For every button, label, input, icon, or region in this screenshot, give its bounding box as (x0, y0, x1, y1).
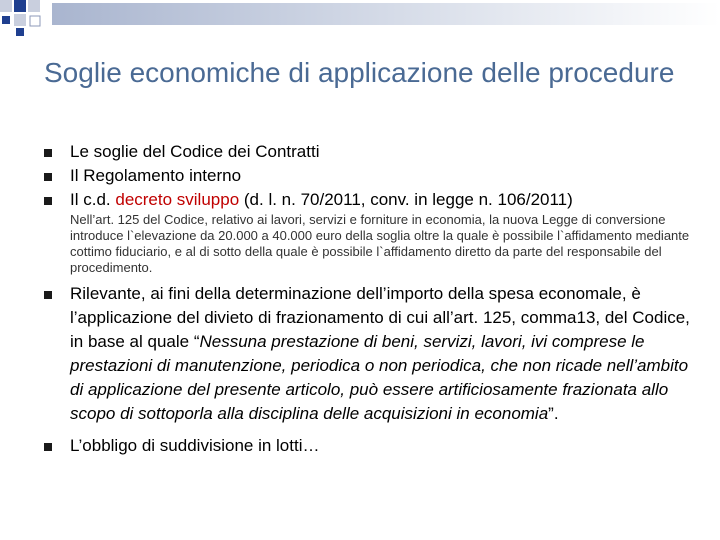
bullet-text: L’obbligo di suddivisione in lotti… (70, 436, 320, 455)
bullet-tail: ”. (548, 404, 559, 423)
square-bullet-icon (44, 149, 52, 157)
bullet-item (44, 188, 694, 212)
sub-note-text: Nell’art. 125 del Codice, relativo ai lavori, servizi e forniture in economia, la nuova Legge di conversione introduce l`elevazione da 20.000 a 40.000 euro della soglia oltre la quale è possibile l`affidamento mediante cottimo fiduciario, e al di sotto della quale è possibile l`affidamento diretto da parte del responsabile del procedimento. (70, 212, 690, 275)
sub-note (70, 212, 694, 276)
bullet-list (44, 140, 694, 458)
square-bullet-icon (44, 291, 52, 299)
bullet-item (44, 434, 694, 458)
bullet-item (44, 282, 694, 426)
bullet-prefix: Il c.d. (70, 190, 116, 209)
header-decoration (0, 0, 720, 40)
bullet-text: Il Regolamento interno (70, 166, 242, 185)
bullet-suffix: (d. l. n. 70/2011, conv. in legge n. 106/2011) (239, 190, 573, 209)
bullet-item (44, 140, 694, 164)
bullet-text: Le soglie del Codice dei Contratti (70, 142, 320, 161)
bullet-lead: Rilevante, ai fini della determinazione dell’importo della spesa economale, è l’applicazione del divieto di frazionamento di cui all’art. 125, comma13, del Codice, in base al quale “ (70, 284, 690, 351)
square-bullet-icon (44, 197, 52, 205)
square-bullet-icon (44, 443, 52, 451)
slide-title: Soglie economiche di applicazione delle procedure (44, 57, 675, 88)
highlighted-term: decreto sviluppo (115, 190, 240, 209)
bullet-quote: Nessuna prestazione di beni, servizi, lavori, ivi comprese le prestazioni di manutenzione, periodica o non periodica, che non ricade nell’ambito di applicazione del presente articolo, può essere artificiosamente frazionata allo scopo di sottoporla alla disciplina delle acquisizioni in economia (70, 332, 689, 423)
bullet-item (44, 164, 694, 188)
square-bullet-icon (44, 173, 52, 181)
